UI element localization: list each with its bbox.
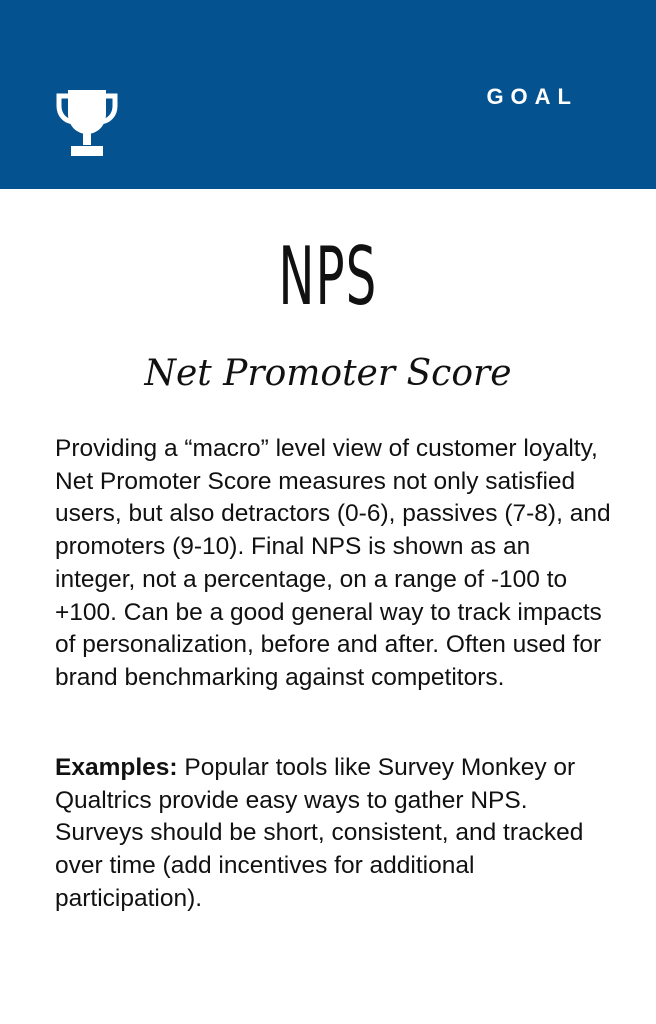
examples-text: Popular tools like Survey Monkey or Qualtrics provide easy ways to gather NPS. Surveys should be short, consistent, and tracked over time (add incentives for additional participation). [55, 754, 584, 912]
trophy-icon [54, 86, 120, 158]
examples-label: Examples: [55, 754, 178, 781]
category-label: GOAL [486, 84, 578, 109]
examples-paragraph [55, 752, 615, 916]
description-text: Providing a “macro” level view of customer loyalty, Net Promoter Score measures not only satisfied users, but also detractors (0-6), passives (7-8), and promoters (9-10). Final NPS is shown as an integer, not a percentage, on a range of -100 to +100. Can be a good general way to track impacts of personalization, before and after. Often used for brand benchmarking against competitors. [55, 435, 611, 691]
page-subtitle: Net Promoter Score [144, 353, 512, 394]
page-title: NPS [278, 230, 378, 323]
header-band [0, 0, 656, 189]
